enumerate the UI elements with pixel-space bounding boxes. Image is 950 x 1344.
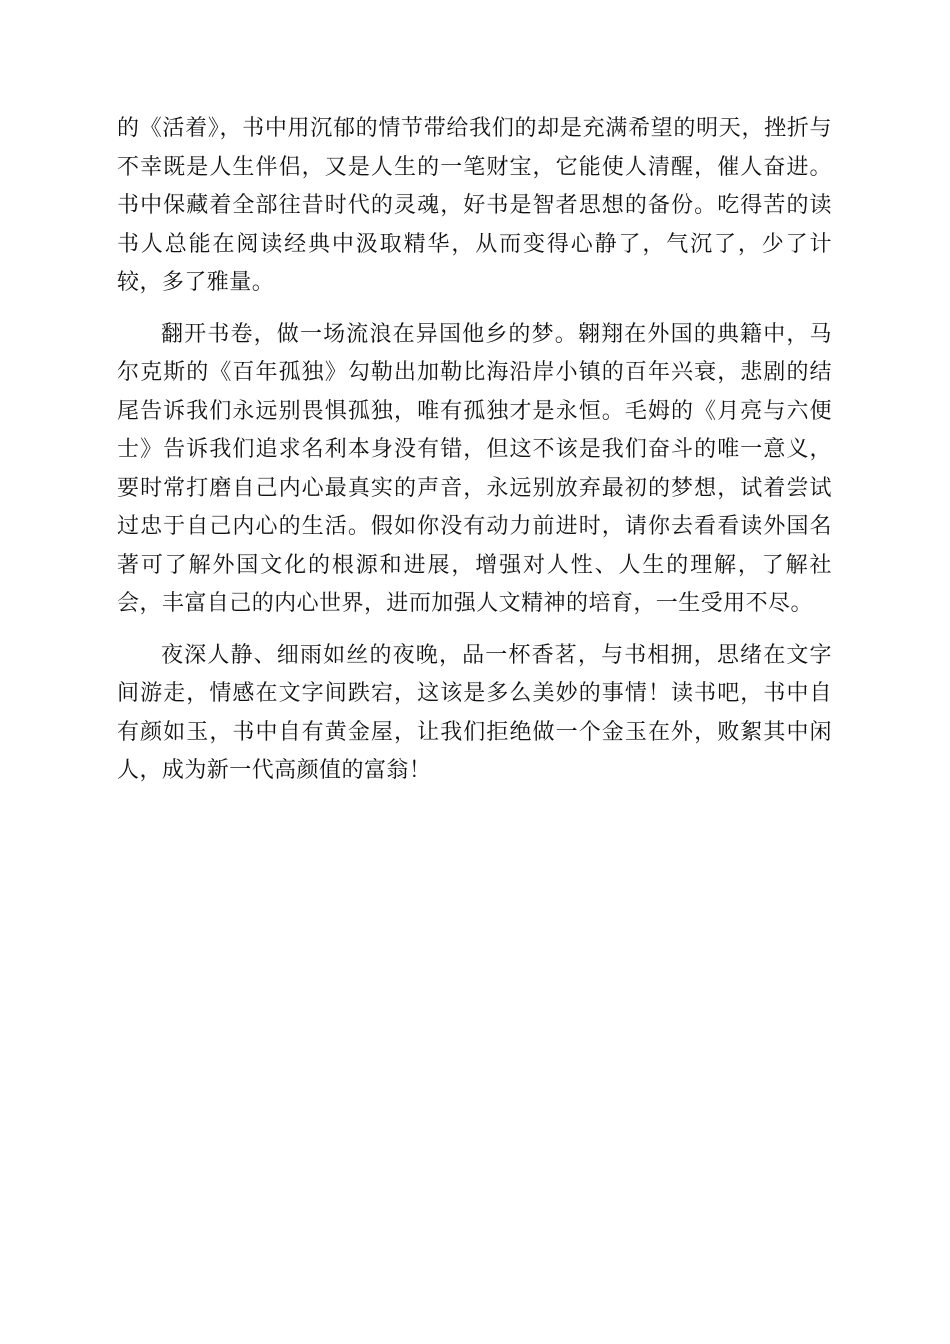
document-page	[117, 110, 832, 804]
paragraph-3: 夜深人静、细雨如丝的夜晚，品一杯香茗，与书相拥，思绪在文字间游走，情感在文字间跌宕，这该是多么美妙的事情！读书吧，书中自有颜如玉，书中自有黄金屋，让我们拒绝做一个金玉在外，败絮其中闲人，成为新一代高颜值的富翁！	[117, 642, 832, 783]
paragraph-1: 的《活着》，书中用沉郁的情节带给我们的却是充满希望的明天，挫折与不幸既是人生伴侣，又是人生的一笔财宝，它能使人清醒，催人奋进。书中保藏着全部往昔时代的灵魂，好书是智者思想的备份。吃得苦的读书人总能在阅读经典中汲取精华，从而变得心静了，气沉了，少了计较，多了雅量。	[117, 116, 832, 295]
paragraph-2: 翻开书卷，做一场流浪在异国他乡的梦。翱翔在外国的典籍中，马尔克斯的《百年孤独》勾勒出加勒比海沿岸小镇的百年兴衰，悲剧的结尾告诉我们永远别畏惧孤独，唯有孤独才是永恒。毛姆的《月亮与六便士》告诉我们追求名利本身没有错，但这不该是我们奋斗的唯一意义，要时常打磨自己内心最真实的声音，永远别放弃最初的梦想，试着尝试过忠于自己内心的生活。假如你没有动力前进时，请你去看看读外国名著可了解外国文化的根源和进展，增强对人性、人生的理解，了解社会，丰富自己的内心世界，进而加强人文精神的培育，一生受用不尽。	[117, 321, 832, 616]
